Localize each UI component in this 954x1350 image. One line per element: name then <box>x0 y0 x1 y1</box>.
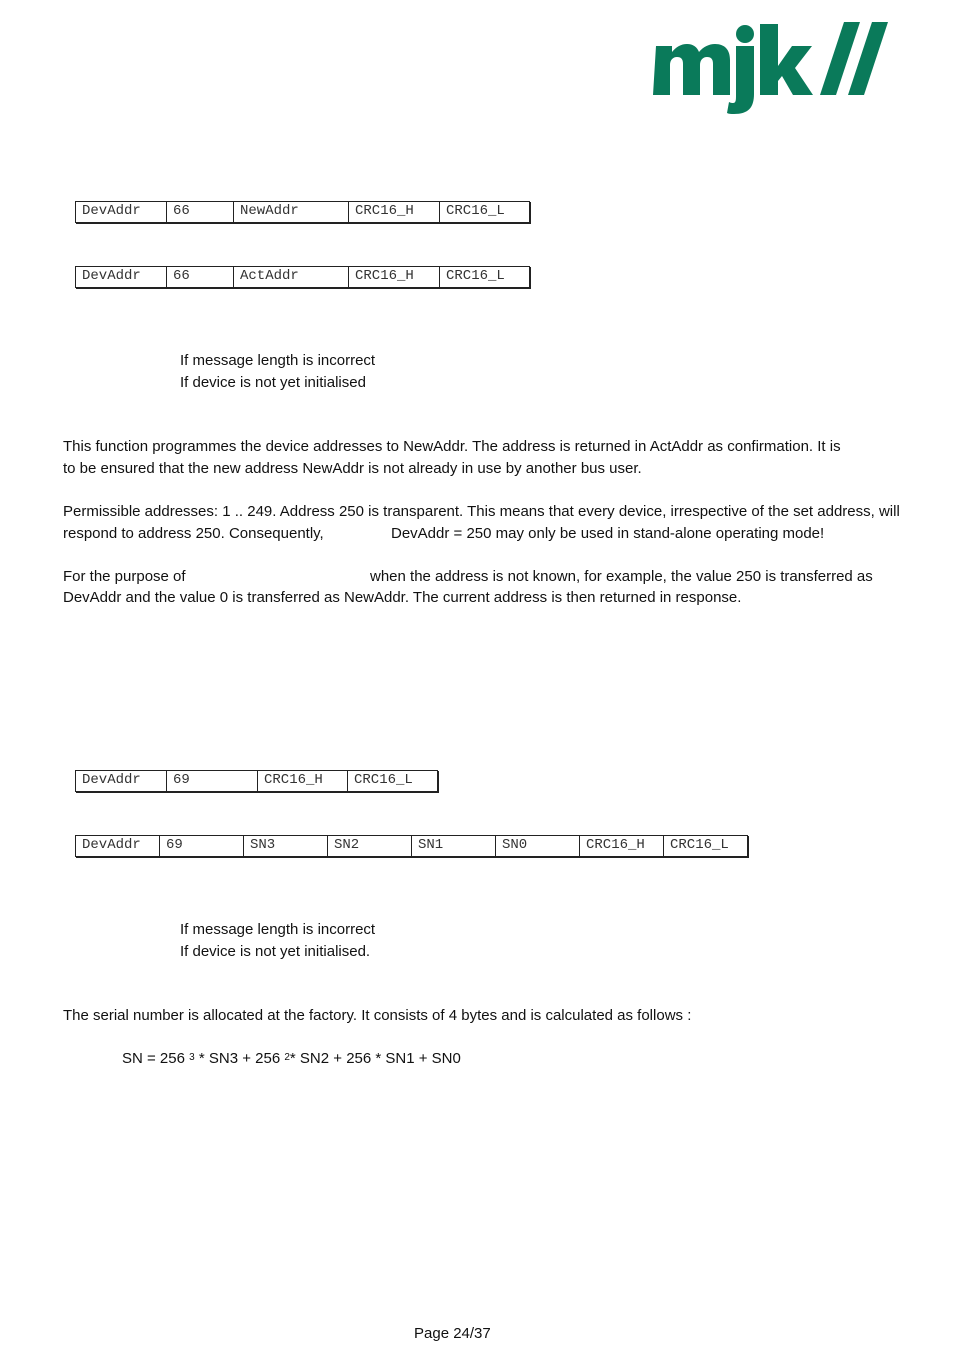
error-condition: If message length is incorrect <box>180 921 376 938</box>
error-condition: If device is not yet initialised <box>180 374 366 391</box>
serial-number-request-frame <box>75 770 438 792</box>
frame-cell: ActAddr <box>234 267 349 287</box>
frame-cell: 66 <box>167 202 234 222</box>
error-condition: If device is not yet initialised. <box>180 943 371 960</box>
frame-cell: SN2 <box>328 836 412 856</box>
description-line: when the address is not known, for example, the value 250 is transferred as <box>370 568 873 585</box>
frame-cell: CRC16_L <box>348 771 438 791</box>
frame-cell: DevAddr <box>76 267 167 287</box>
description-line: respond to address 250. Consequently, <box>63 525 324 542</box>
frame-cell: CRC16_H <box>349 267 440 287</box>
description-line: DevAddr = 250 may only be used in stand-alone operating mode! <box>391 525 825 542</box>
frame-cell: SN3 <box>244 836 328 856</box>
frame-cell: DevAddr <box>76 836 160 856</box>
frame-cell: 66 <box>167 267 234 287</box>
set-address-response-frame <box>75 266 530 288</box>
description-line: The serial number is allocated at the factory. It consists of 4 bytes and is calculated as follows : <box>63 1007 692 1024</box>
frame-cell: 69 <box>167 771 258 791</box>
serial-number-formula <box>122 1048 461 1070</box>
frame-cell: NewAddr <box>234 202 349 222</box>
frame-cell: CRC16_H <box>349 202 440 222</box>
frame-cell: CRC16_H <box>580 836 664 856</box>
description-line: For the purpose of <box>63 568 186 585</box>
frame-cell: DevAddr <box>76 771 167 791</box>
frame-cell: 69 <box>160 836 244 856</box>
formula-part: * SN2 + 256 * SN1 + SN0 <box>289 1050 461 1067</box>
description-paragraph: This function programmes the device addresses to NewAddr. The address is returned in ActAddr as confirmation. It is to be ensured that the new address NewAddr is not already in use by another bus user. <box>63 438 841 477</box>
frame-cell: SN1 <box>412 836 496 856</box>
frame-cell: CRC16_H <box>258 771 348 791</box>
formula-exponent: 3 <box>189 1052 195 1063</box>
formula-exponent: 2 <box>284 1052 290 1063</box>
set-address-request-frame <box>75 201 530 223</box>
frame-cell: CRC16_L <box>664 836 748 856</box>
serial-number-response-frame <box>75 835 748 857</box>
frame-cell: DevAddr <box>76 202 167 222</box>
formula-part: SN = 256 <box>122 1050 185 1067</box>
error-condition: If message length is incorrect <box>180 352 376 369</box>
frame-cell: SN0 <box>496 836 580 856</box>
page-number: Page 24/37 <box>414 1325 491 1342</box>
formula-part: * SN3 + 256 <box>194 1050 281 1067</box>
description-line: Permissible addresses: 1 .. 249. Address 250 is transparent. This means that every device, irrespective of the set address, will <box>63 503 900 520</box>
frame-cell: CRC16_L <box>440 267 530 287</box>
mjk-logo <box>652 18 898 114</box>
description-line: DevAddr and the value 0 is transferred as NewAddr. The current address is then returned in response. <box>63 589 742 606</box>
frame-cell: CRC16_L <box>440 202 530 222</box>
